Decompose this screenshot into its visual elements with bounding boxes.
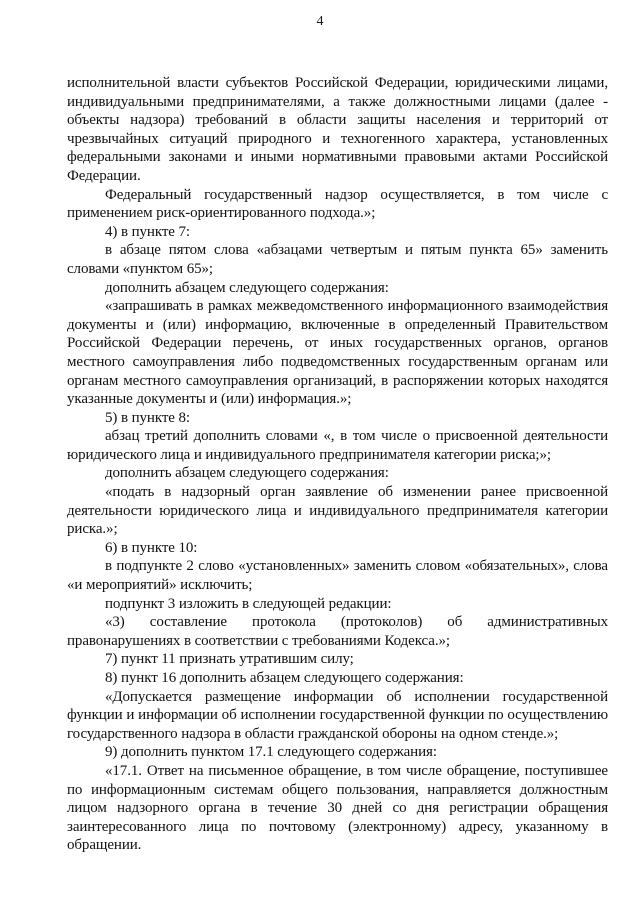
paragraph: 4) в пункте 7: (105, 223, 190, 240)
paragraph: 5) в пункте 8: (105, 409, 190, 426)
paragraph: подпункт 3 изложить в следующей редакции: (105, 595, 392, 612)
paragraph: 6) в пункте 10: (105, 539, 198, 556)
paragraph: дополнить абзацем следующего содержания: (105, 279, 389, 296)
paragraph: в абзаце пятом слова «абзацами четвертым и пятым пункта 65» заменить словами «пунктом 65»; (67, 242, 608, 277)
paragraph: «Допускается размещение информации об исполнении государственной функции и информации об исполнении государственной функции по осуществлению государственного надзора в области гражданской обороны на одном стенде.»; (67, 688, 608, 742)
paragraph: 8) пункт 16 дополнить абзацем следующего содержания: (105, 670, 464, 686)
page-number: 4 (316, 14, 324, 29)
paragraph: 9) дополнить пунктом 17.1 следующего содержания: (105, 744, 437, 761)
paragraph: «запрашивать в рамках межведомственного информационного взаимодействия документы и (или) информацию, включенные в определенный Правительством Российской Федерации перечень, от иных государственных органов, органов местного самоуправления либо подведомственных государственным органам или органам местного самоуправления организаций, в распоряжении которых находятся указанные документы и (или) информация.»; (67, 298, 608, 408)
paragraph: в подпункте 2 слово «установленных» заменить словом «обязательных», слова «и мероприятий» исключить; (67, 558, 608, 594)
paragraph: Федеральный государственный надзор осуществляется, в том числе с применением риск-ориентированного подхода.»; (67, 186, 608, 222)
paragraph: исполнительной власти субъектов Российской Федерации, юридическими лицами, индивидуальными предпринимателями, а также должностными лицами (далее - объекты надзора) требований в области защиты населения и территорий от чрезвычайных ситуаций природного и техногенного характера, установленных федеральными законами и иными нормативными правовыми актами Российской Федерации. (67, 75, 608, 184)
document-body (67, 74, 608, 855)
paragraph: «17.1. Ответ на письменное обращение, в том числе обращение, поступившее по информационным системам общего пользования, направляется должностным лицом надзорного органа в течение 30 дней со дня регистрации обращения заинтересованного лица по почтовому (электронному) адресу, указанному в обращении. (67, 762, 608, 854)
paragraph: дополнить абзацем следующего содержания: (105, 465, 389, 482)
paragraph: «3) составление протокола (протоколов) об административных правонарушениях в соответствии с требованиями Кодекса.»; (67, 614, 608, 649)
paragraph: 7) пункт 11 признать утратившим силу; (105, 651, 354, 668)
paragraph: абзац третий дополнить словами «, в том числе о присвоенной деятельности юридического лица и индивидуального предпринимателя категории риска;»; (67, 428, 608, 463)
paragraph: «подать в надзорный орган заявление об изменении ранее присвоенной деятельности юридического лица и индивидуального предпринимателя категории риска.»; (67, 484, 608, 538)
